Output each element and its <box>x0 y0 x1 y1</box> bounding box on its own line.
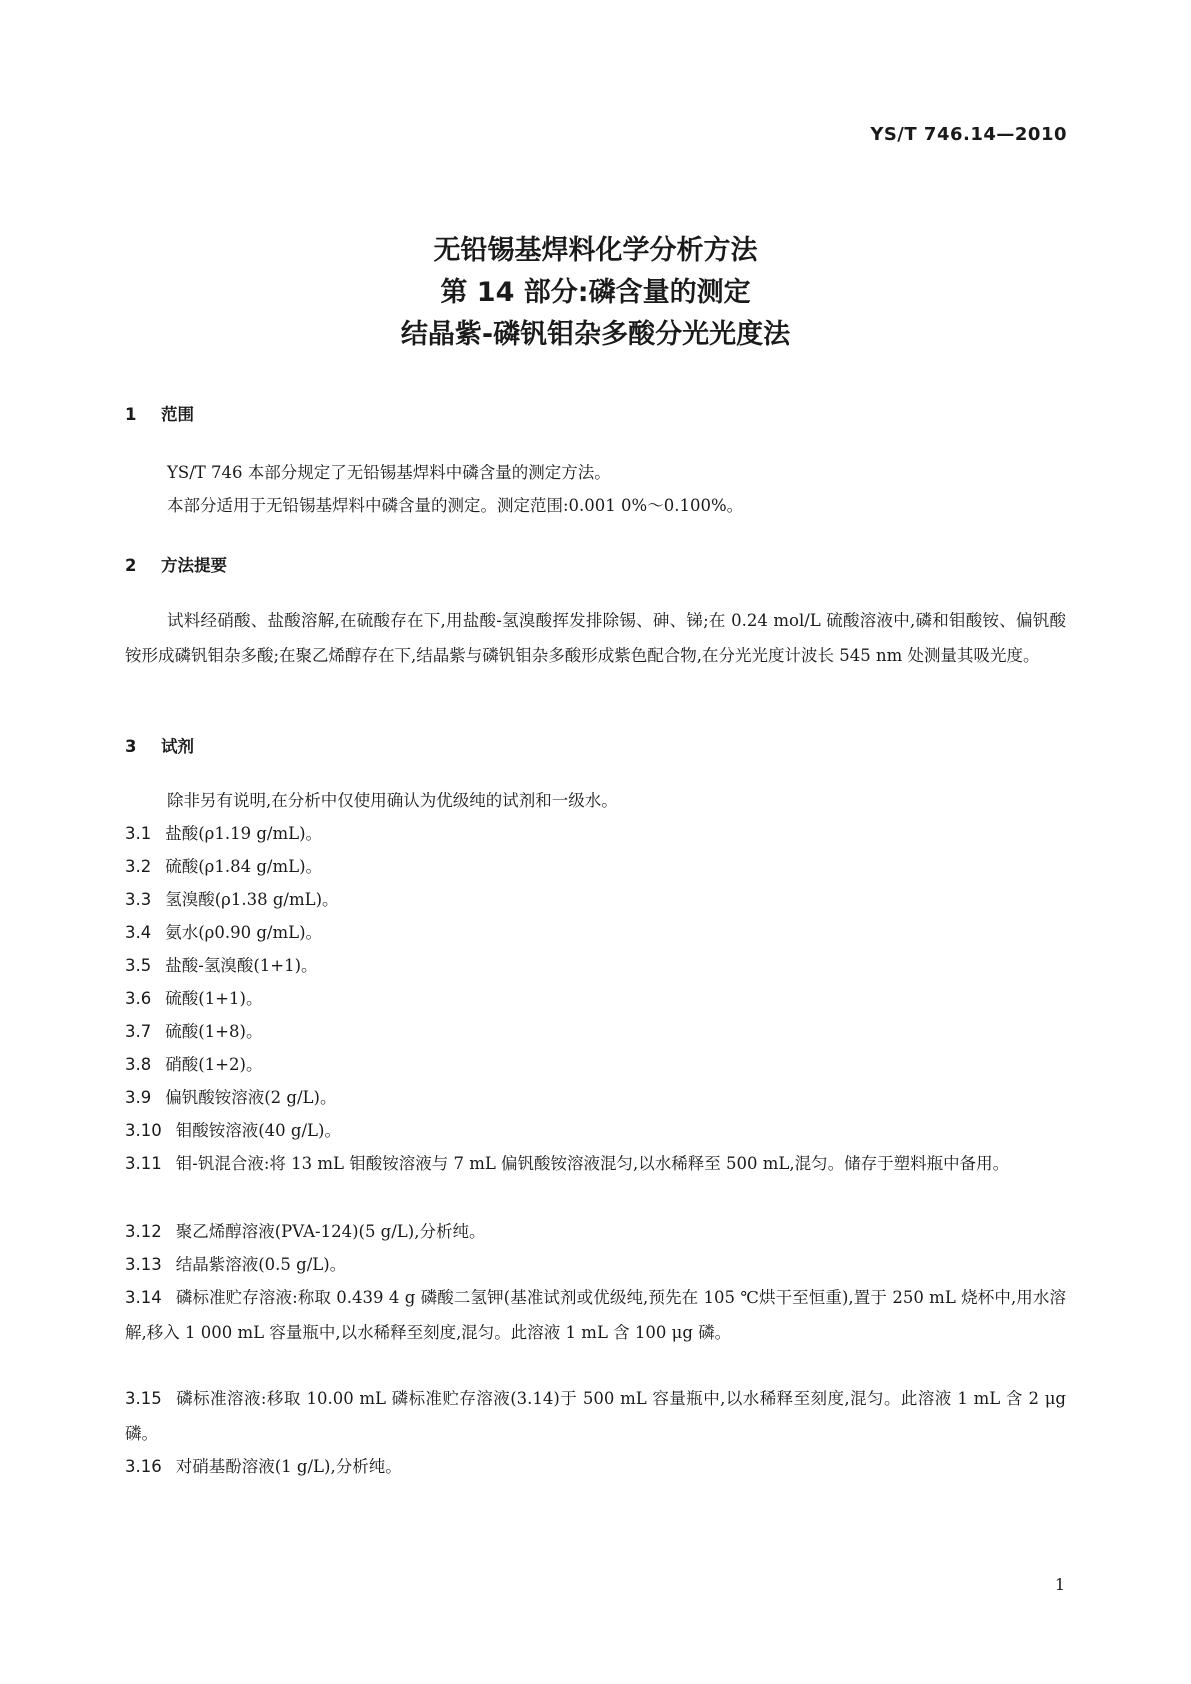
item-text: 氨水(ρ0.90 g/mL)。 <box>165 923 323 942</box>
reagent-item <box>125 882 1066 917</box>
item-text: 硫酸(ρ1.84 g/mL)。 <box>165 857 323 876</box>
item-text: 硫酸(1+1)。 <box>165 989 263 1008</box>
item-text: 盐酸(ρ1.19 g/mL)。 <box>165 824 323 843</box>
reagent-item <box>125 1247 1066 1282</box>
section-2-heading <box>125 552 227 576</box>
reagent-item <box>125 816 1066 851</box>
item-number: 3.8 <box>125 1055 152 1074</box>
section-number: 3 <box>125 737 137 756</box>
reagent-item <box>125 1381 1066 1451</box>
item-number: 3.15 <box>125 1389 162 1408</box>
section-number: 2 <box>125 556 137 575</box>
section-1-para-2: 本部分适用于无铅锡基焊料中磷含量的测定。测定范围:0.001 0%～0.100%。 <box>167 496 744 515</box>
section-1-para-1: YS/T 746 本部分规定了无铅锡基焊料中磷含量的测定方法。 <box>167 463 611 482</box>
title-line-1: 无铅锡基焊料化学分析方法 <box>433 235 758 266</box>
reagent-item <box>125 1214 1066 1249</box>
item-number: 3.3 <box>125 890 152 909</box>
section-number: 1 <box>125 405 137 424</box>
item-number: 3.10 <box>125 1121 162 1140</box>
item-number: 3.9 <box>125 1088 152 1107</box>
item-text: 结晶紫溶液(0.5 g/L)。 <box>175 1255 347 1274</box>
section-2-para-1: 试料经硝酸、盐酸溶解,在硫酸存在下,用盐酸-氢溴酸挥发排除锡、砷、锑;在 0.24 mol/L 硫酸溶液中,磷和钼酸铵、偏钒酸铵形成磷钒钼杂多酸;在聚乙烯醇存在下,结晶紫与磷钒钼杂多酸形成紫色配合物,在分光光度计波长 545 nm 处测量其吸光度。 <box>125 611 1066 665</box>
item-text: 氢溴酸(ρ1.38 g/mL)。 <box>165 890 339 909</box>
page-number: 1 <box>1054 1575 1065 1594</box>
reagent-item <box>125 1146 1066 1181</box>
item-text: 硝酸(1+2)。 <box>165 1055 263 1074</box>
item-text: 盐酸-氢溴酸(1+1)。 <box>165 956 318 975</box>
reagent-item <box>125 1113 1066 1148</box>
reagent-item <box>125 1280 1066 1350</box>
item-number: 3.12 <box>125 1222 162 1241</box>
reagent-item <box>125 1080 1066 1115</box>
item-number: 3.2 <box>125 857 152 876</box>
item-number: 3.16 <box>125 1457 162 1476</box>
item-number: 3.7 <box>125 1022 152 1041</box>
reagent-item <box>125 948 1066 983</box>
item-text: 磷标准贮存溶液:称取 0.439 4 g 磷酸二氢钾(基准试剂或优级纯,预先在 105 ℃烘干至恒重),置于 250 mL 烧杯中,用水溶解,移入 1 000 mL 容量瓶中,以水稀释至刻度,混匀。此溶液 1 mL 含 100 μg 磷。 <box>125 1288 1066 1342</box>
item-text: 钼酸铵溶液(40 g/L)。 <box>175 1121 341 1140</box>
document-title <box>0 230 1191 356</box>
reagent-item <box>125 1449 1066 1484</box>
standard-code: YS/T 746.14—2010 <box>870 124 1067 145</box>
section-title: 范围 <box>161 405 194 424</box>
item-number: 3.1 <box>125 824 152 843</box>
title-line-3: 结晶紫-磷钒钼杂多酸分光光度法 <box>400 319 791 350</box>
item-number: 3.6 <box>125 989 152 1008</box>
item-text: 聚乙烯醇溶液(PVA-124)(5 g/L),分析纯。 <box>175 1222 486 1241</box>
reagent-item <box>125 849 1066 884</box>
item-number: 3.4 <box>125 923 152 942</box>
section-title: 方法提要 <box>161 556 227 575</box>
reagent-item <box>125 981 1066 1016</box>
item-text: 磷标准溶液:移取 10.00 mL 磷标准贮存溶液(3.14)于 500 mL 容量瓶中,以水稀释至刻度,混匀。此溶液 1 mL 含 2 μg 磷。 <box>125 1389 1066 1443</box>
item-number: 3.5 <box>125 956 152 975</box>
item-text: 钼-钒混合液:将 13 mL 钼酸铵溶液与 7 mL 偏钒酸铵溶液混匀,以水稀释至 500 mL,混匀。储存于塑料瓶中备用。 <box>175 1154 1010 1173</box>
section-1-heading <box>125 401 194 425</box>
section-3-heading <box>125 733 194 757</box>
reagent-item <box>125 915 1066 950</box>
item-text: 硫酸(1+8)。 <box>165 1022 263 1041</box>
item-text: 偏钒酸铵溶液(2 g/L)。 <box>165 1088 337 1107</box>
section-title: 试剂 <box>161 737 194 756</box>
title-line-2: 第 14 部分:磷含量的测定 <box>440 277 751 308</box>
item-number: 3.11 <box>125 1154 162 1173</box>
item-number: 3.14 <box>125 1288 162 1307</box>
reagent-item <box>125 1047 1066 1082</box>
item-number: 3.13 <box>125 1255 162 1274</box>
reagent-item <box>125 1014 1066 1049</box>
item-text: 对硝基酚溶液(1 g/L),分析纯。 <box>175 1457 402 1476</box>
section-3-intro: 除非另有说明,在分析中仅使用确认为优级纯的试剂和一级水。 <box>167 791 618 810</box>
